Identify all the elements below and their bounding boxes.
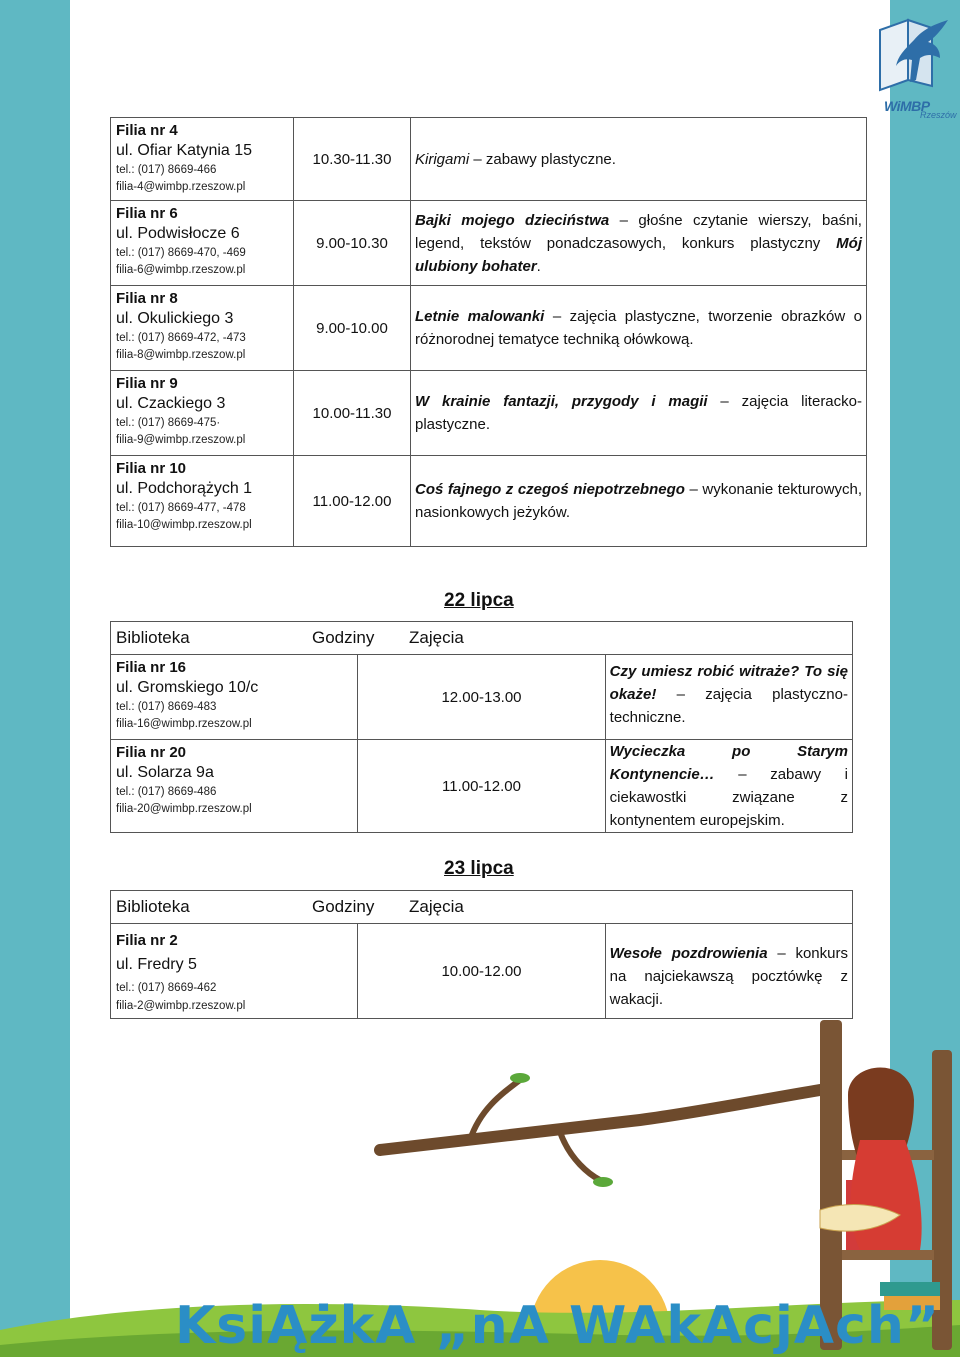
library-cell (111, 201, 294, 286)
activity-dash: – (656, 686, 706, 703)
library-email: filia-2@wimbp.rzeszow.pl (116, 1000, 246, 1012)
hours-cell: 12.00-13.00 (358, 655, 605, 740)
header-library: Biblioteka (116, 628, 190, 647)
activity-cell (605, 655, 852, 740)
library-phone: tel.: (017) 8669-486 (116, 786, 217, 798)
activity-title: Kirigami (415, 150, 470, 168)
leaf-shape-2 (593, 1177, 613, 1187)
activity-desc: zajęcia literacko-plastyczne. (415, 393, 862, 433)
library-phone: tel.: (017) 8669-472, -473 (116, 332, 246, 344)
wimbp-logo (870, 10, 956, 120)
activity-dash: – (609, 211, 639, 229)
logo-city: Rzeszów (920, 110, 957, 120)
activity-desc: głośne czytanie wierszy, baśni, legend, tekstów ponadczasowych, konkurs plastyczny (415, 211, 862, 252)
library-cell (111, 371, 294, 456)
library-street: ul. Czackiego 3 (116, 395, 226, 412)
library-name: Filia nr 2 (116, 932, 178, 949)
activity-title: Wesołe pozdrowienia (609, 945, 768, 962)
library-phone: tel.: (017) 8669-477, -478 (116, 502, 246, 514)
library-email: filia-10@wimbp.rzeszow.pl (116, 519, 252, 531)
library-name: Filia nr 10 (116, 460, 187, 477)
twig-shape-2 (560, 1132, 600, 1180)
library-phone: tel.: (017) 8669-470, -469 (116, 247, 246, 259)
hours-cell: 9.00-10.30 (294, 201, 411, 286)
library-cell (111, 655, 358, 740)
library-phone: tel.: (017) 8669-462 (116, 982, 217, 994)
date-heading-23: 23 lipca (444, 858, 514, 879)
library-name: Filia nr 6 (116, 205, 178, 222)
activity-cell (411, 456, 867, 547)
header-library: Biblioteka (116, 897, 190, 916)
activity-dash: – (544, 308, 570, 325)
activity-desc: konkurs na najciekawszą pocztówkę z wakacji. (609, 945, 848, 1008)
schedule-table-2 (110, 621, 853, 833)
activity-end: . (536, 257, 541, 275)
library-street: ul. Gromskiego 10/c (116, 679, 259, 696)
footer-title: KsiĄżkA „nA WAkAcjAch” (175, 1296, 941, 1356)
library-name: Filia nr 20 (116, 744, 187, 761)
table-header (111, 622, 853, 655)
activity-desc: zabawy i ciekawostki związane z kontynentem europejskim. (609, 766, 849, 829)
hours-cell: 11.00-12.00 (358, 740, 605, 833)
header-hours: Godziny (312, 628, 375, 647)
table-header-row (111, 622, 853, 655)
table-row (111, 456, 867, 547)
activity-cell (411, 371, 867, 456)
library-name: Filia nr 4 (116, 122, 178, 139)
hours-cell: 11.00-12.00 (294, 456, 411, 547)
leaf-shape (510, 1073, 530, 1083)
activity-title: Letnie malowanki (415, 308, 545, 325)
library-email: filia-8@wimbp.rzeszow.pl (116, 349, 246, 361)
library-email: filia-6@wimbp.rzeszow.pl (116, 264, 246, 276)
activity-dash: – (469, 150, 486, 168)
library-street: ul. Podwisłocze 6 (116, 225, 240, 242)
activity-title: Czy umiesz robić witraże? To się okaże! (609, 663, 848, 703)
activity-desc: zabawy plastyczne. (485, 150, 616, 168)
library-cell (111, 286, 294, 371)
activity-desc: wykonanie tekturowych, nasionkowych jeżyków. (415, 481, 862, 521)
table-row (111, 371, 867, 456)
table-row (111, 118, 867, 201)
hours-cell: 9.00-10.00 (294, 286, 411, 371)
activity-cell (411, 118, 867, 201)
schedule-table-1 (110, 117, 867, 547)
activity-title-2: Mój ulubiony bohater (415, 234, 862, 275)
activity-cell (605, 740, 852, 833)
hours-cell: 10.00-12.00 (358, 924, 605, 1019)
library-name: Filia nr 9 (116, 375, 178, 392)
table-header (111, 891, 853, 924)
library-email: filia-4@wimbp.rzeszow.pl (116, 181, 246, 193)
library-phone: tel.: (017) 8669-483 (116, 701, 217, 713)
hours-cell: 10.30-11.30 (294, 118, 411, 201)
activity-dash: – (684, 481, 703, 498)
header-hours: Godziny (312, 897, 375, 916)
table-row (111, 740, 853, 833)
activity-dash: – (707, 393, 742, 410)
table-row (111, 201, 867, 286)
shelf-shape-2 (842, 1250, 934, 1260)
library-street: ul. Podchorążych 1 (116, 480, 253, 497)
activity-title: Bajki mojego dzieciństwa (415, 211, 610, 229)
pegasus-book-icon (870, 10, 956, 106)
activity-dash: – (767, 945, 796, 962)
book-shape-3 (880, 1282, 940, 1296)
activity-cell (411, 201, 867, 286)
hours-cell: 10.00-11.30 (294, 371, 411, 456)
table-row (111, 655, 853, 740)
logo-name: WiMBP (884, 98, 930, 114)
activity-desc: zajęcia plastyczne, tworzenie obrazków o różnorodnej tematyce techniką ołówkową. (415, 308, 862, 348)
activity-dash: – (714, 766, 771, 783)
activity-title: Wycieczka po Starym Kontynencie… (609, 743, 848, 783)
library-street: ul. Solarza 9a (116, 764, 214, 781)
library-street: ul. Okulickiego 3 (116, 310, 234, 327)
library-street: ul. Fredry 5 (116, 956, 197, 973)
library-phone: tel.: (017) 8669-475· (116, 417, 221, 429)
library-street: ul. Ofiar Katynia 15 (116, 142, 253, 159)
activity-title: W krainie fantazji, przygody i magii (415, 393, 708, 410)
date-heading-22: 22 lipca (444, 590, 514, 611)
table-row (111, 286, 867, 371)
header-activities: Zajęcia (409, 897, 464, 916)
activity-desc: zajęcia plastyczno-techniczne. (609, 686, 848, 726)
activity-title: Coś fajnego z czegoś niepotrzebnego (415, 481, 685, 498)
library-cell (111, 740, 358, 833)
library-email: filia-9@wimbp.rzeszow.pl (116, 434, 246, 446)
table-header-row (111, 891, 853, 924)
library-name: Filia nr 8 (116, 290, 178, 307)
branch-shape (380, 1090, 820, 1150)
library-cell (111, 456, 294, 547)
library-cell (111, 118, 294, 201)
library-phone: tel.: (017) 8669-466 (116, 164, 217, 176)
header-activities: Zajęcia (409, 628, 464, 647)
activity-cell (411, 286, 867, 371)
library-email: filia-16@wimbp.rzeszow.pl (116, 718, 252, 730)
library-name: Filia nr 16 (116, 659, 187, 676)
library-email: filia-20@wimbp.rzeszow.pl (116, 803, 252, 815)
